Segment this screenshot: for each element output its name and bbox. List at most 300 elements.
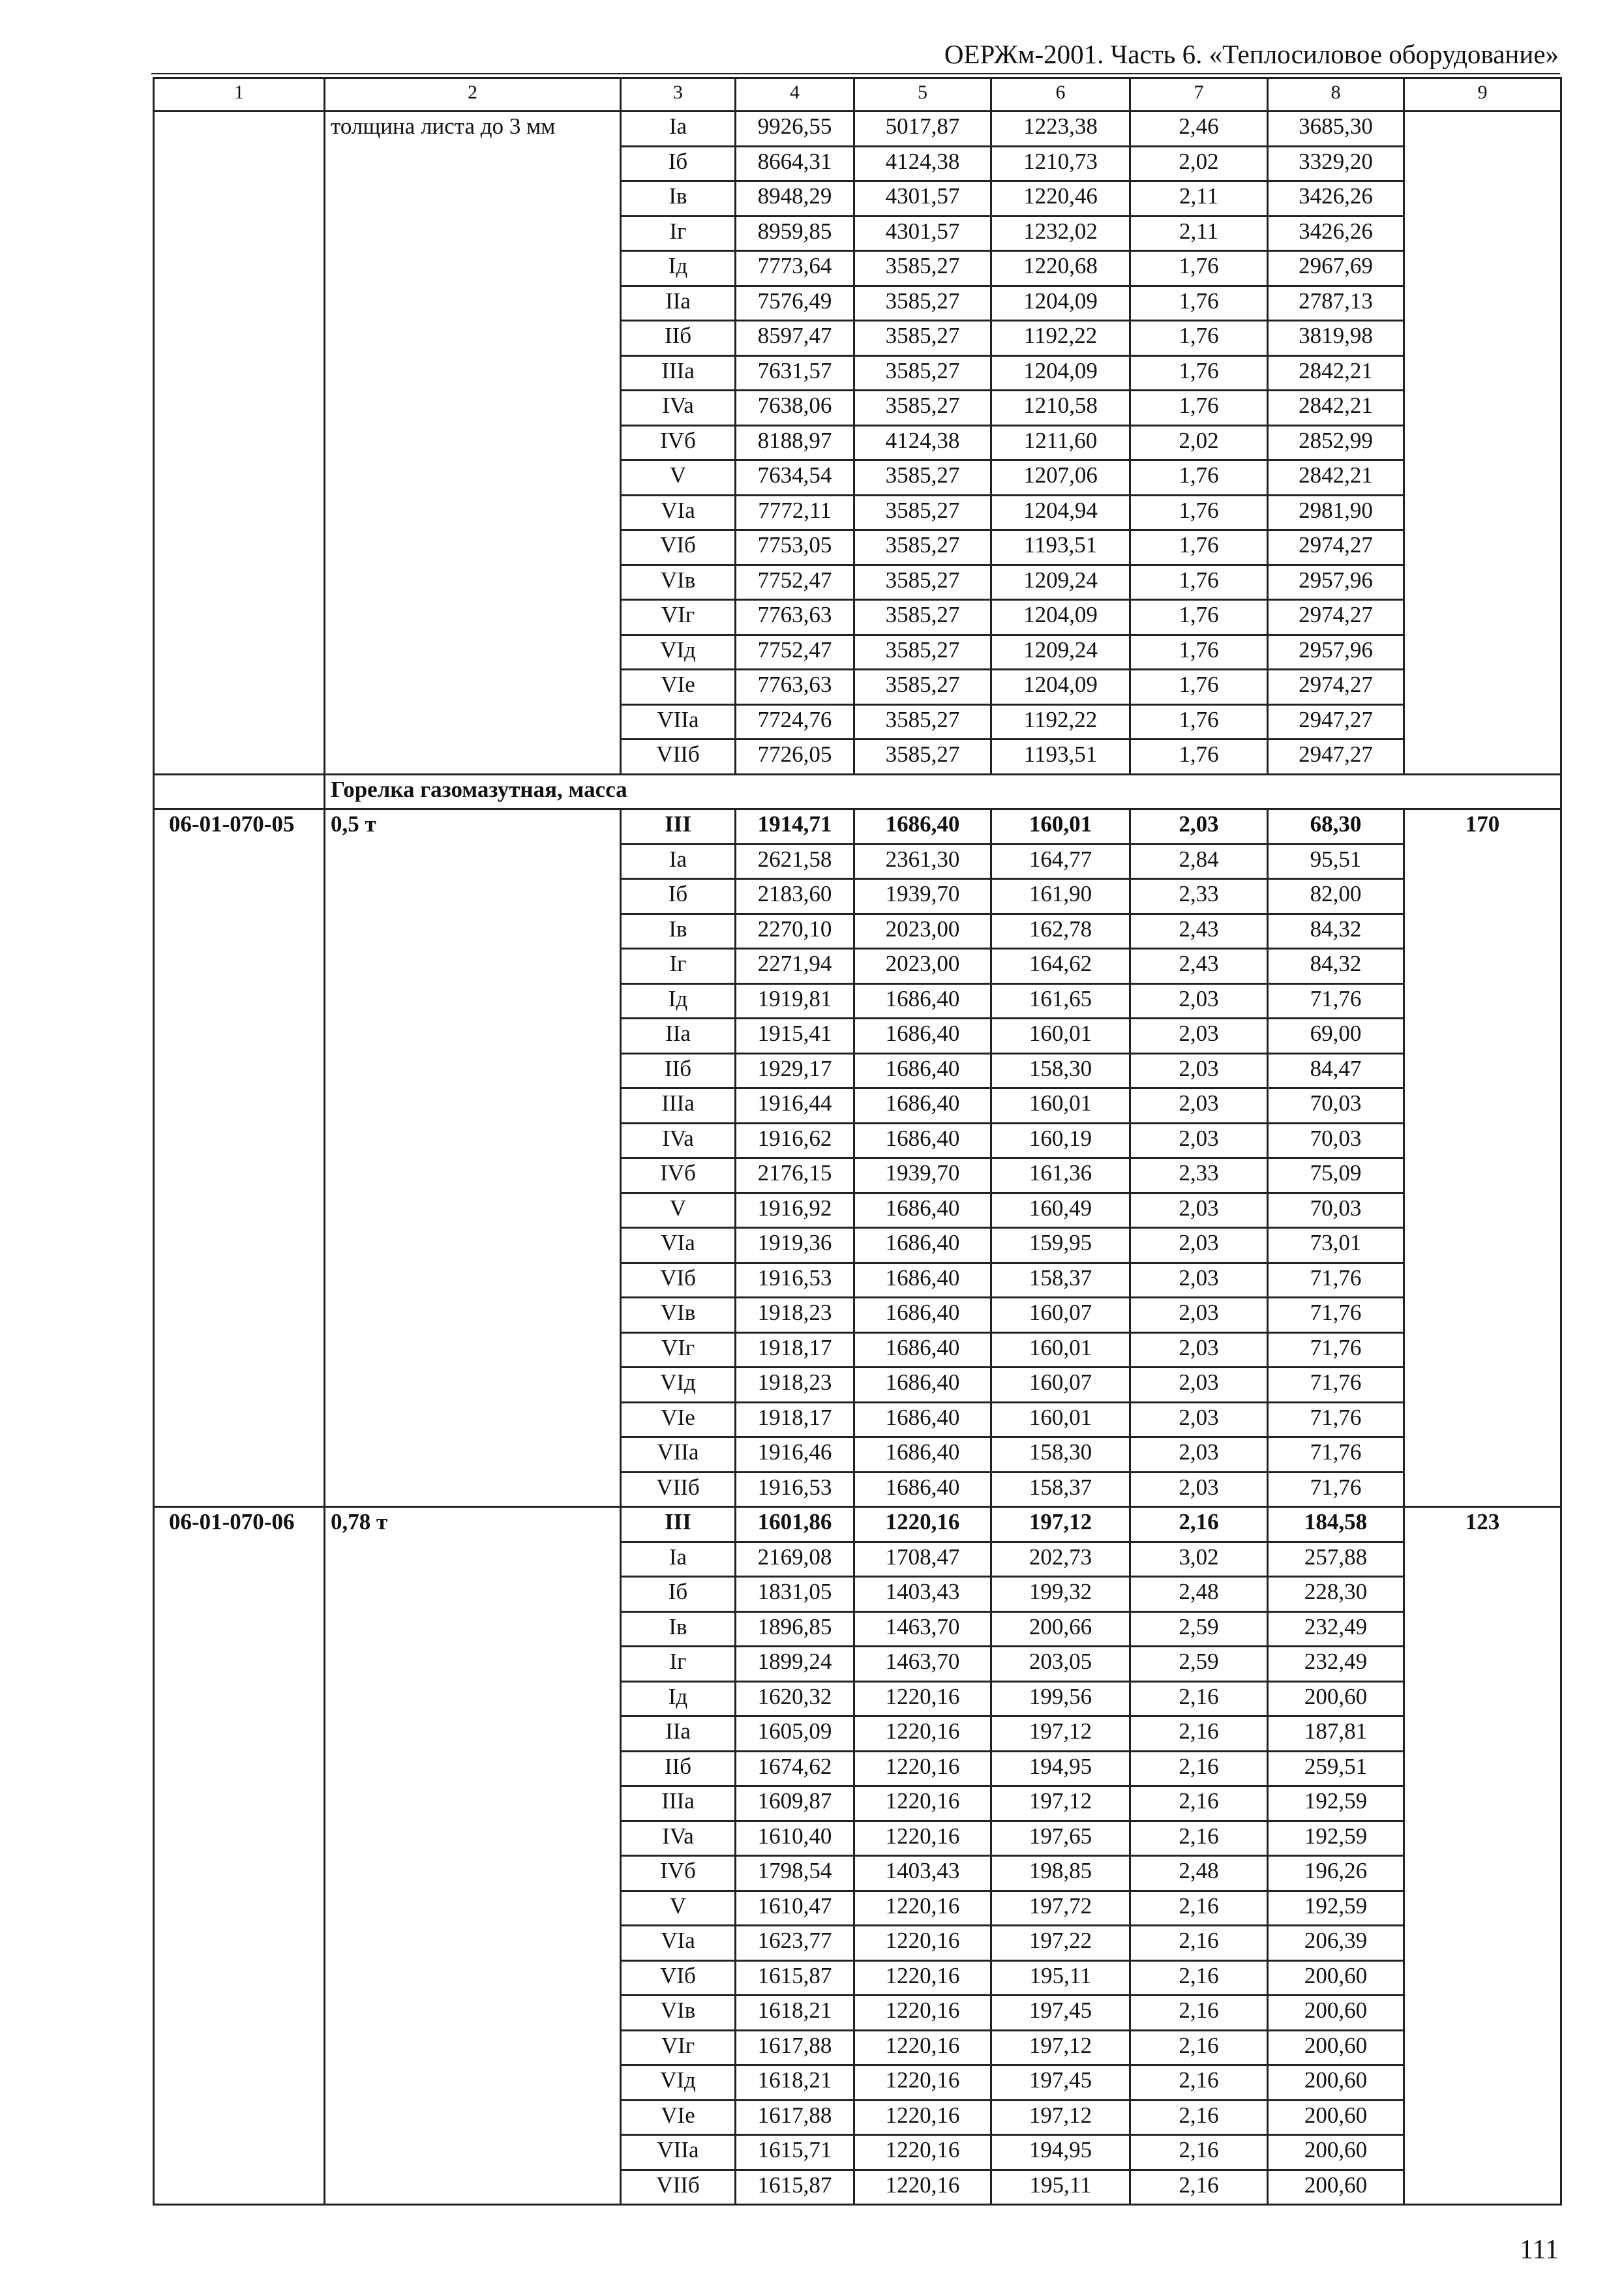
total-cost: 1916,92 — [736, 1193, 854, 1228]
machinist-labor: 2,43 — [1130, 914, 1268, 949]
zone-code: VIa — [621, 495, 736, 530]
labor-cost: 1220,16 — [854, 1507, 991, 1542]
table-row — [154, 112, 1561, 147]
material-cost: 2842,21 — [1268, 355, 1404, 391]
labor-cost: 1686,40 — [854, 1053, 991, 1088]
column-number: 4 — [736, 78, 854, 112]
total-cost: 1615,87 — [736, 2170, 854, 2205]
labor-cost: 3585,27 — [854, 321, 991, 356]
machinist-labor: 2,03 — [1130, 1298, 1268, 1333]
total-cost: 1831,05 — [736, 1577, 854, 1612]
machinist-labor: 1,76 — [1130, 495, 1268, 530]
total-cost: 1618,21 — [736, 2065, 854, 2101]
page-number: 111 — [1520, 2235, 1559, 2265]
machine-cost: 202,73 — [991, 1542, 1130, 1577]
total-cost: 1798,54 — [736, 1856, 854, 1891]
labor-cost: 3585,27 — [854, 704, 991, 740]
machine-cost: 197,65 — [991, 1821, 1130, 1856]
total-cost: 7631,57 — [736, 355, 854, 391]
labor-cost: 1686,40 — [854, 1263, 991, 1298]
machinist-labor: 2,03 — [1130, 1402, 1268, 1437]
machinist-labor: 1,76 — [1130, 321, 1268, 356]
total-cost: 8597,47 — [736, 321, 854, 356]
zone-code: V — [621, 1193, 736, 1228]
labor-cost: 1686,40 — [854, 1123, 991, 1158]
zone-code: VIг — [621, 600, 736, 635]
material-cost: 2787,13 — [1268, 286, 1404, 321]
machinist-labor: 2,03 — [1130, 809, 1268, 845]
rate-code: 06-01-070-05 — [154, 809, 325, 1507]
zone-code: IIб — [621, 1751, 736, 1786]
machinist-labor: 2,16 — [1130, 1960, 1268, 1996]
machine-cost: 194,95 — [991, 2135, 1130, 2170]
labor-cost: 3585,27 — [854, 670, 991, 705]
zone-code: VIIб — [621, 2170, 736, 2205]
zone-code: VIe — [621, 1402, 736, 1437]
machinist-labor: 1,76 — [1130, 530, 1268, 565]
machine-cost: 197,12 — [991, 1786, 1130, 1821]
labor-cost: 4301,57 — [854, 181, 991, 217]
labor-cost: 1686,40 — [854, 983, 991, 1019]
total-cost: 1916,44 — [736, 1088, 854, 1124]
material-cost: 84,32 — [1268, 914, 1404, 949]
labor-cost: 1686,40 — [854, 1019, 991, 1054]
section-title: Горелка газомазутная, масса — [325, 774, 1561, 809]
machinist-labor: 1,76 — [1130, 600, 1268, 635]
machine-cost: 194,95 — [991, 1751, 1130, 1786]
machine-cost: 1204,09 — [991, 600, 1130, 635]
labor-cost: 1686,40 — [854, 1437, 991, 1473]
labor-cost: 1708,47 — [854, 1542, 991, 1577]
machine-cost: 203,05 — [991, 1647, 1130, 1682]
total-cost: 2176,15 — [736, 1158, 854, 1193]
total-cost: 7752,47 — [736, 635, 854, 670]
material-cost: 2852,99 — [1268, 425, 1404, 460]
total-cost: 1899,24 — [736, 1647, 854, 1682]
machinist-labor: 2,46 — [1130, 112, 1268, 147]
labor-cost: 2023,00 — [854, 914, 991, 949]
machinist-labor: 2,16 — [1130, 1786, 1268, 1821]
machine-cost: 160,01 — [991, 809, 1130, 845]
labor-cost: 1220,16 — [854, 1960, 991, 1996]
zone-code: VIIб — [621, 740, 736, 775]
material-cost: 84,47 — [1268, 1053, 1404, 1088]
material-cost: 70,03 — [1268, 1193, 1404, 1228]
total-cost: 8959,85 — [736, 216, 854, 251]
zone-code: IVб — [621, 1856, 736, 1891]
total-cost: 1929,17 — [736, 1053, 854, 1088]
work-description: толщина листа до 3 мм — [325, 112, 621, 775]
machine-cost: 160,01 — [991, 1088, 1130, 1124]
zone-code: IIa — [621, 1716, 736, 1752]
zone-code: VIв — [621, 565, 736, 600]
total-cost: 8664,31 — [736, 146, 854, 181]
machine-cost: 160,19 — [991, 1123, 1130, 1158]
total-cost: 9926,55 — [736, 112, 854, 147]
zone-code: VIIб — [621, 1472, 736, 1507]
machinist-labor: 2,33 — [1130, 1158, 1268, 1193]
machine-cost: 1193,51 — [991, 740, 1130, 775]
machinist-labor: 1,76 — [1130, 704, 1268, 740]
zone-code: IIIa — [621, 1786, 736, 1821]
machine-cost: 199,56 — [991, 1681, 1130, 1716]
zone-code: VIa — [621, 1228, 736, 1263]
price-table — [153, 77, 1562, 2206]
header-rule — [151, 73, 1560, 74]
machine-cost: 160,01 — [991, 1402, 1130, 1437]
machinist-labor: 1,76 — [1130, 740, 1268, 775]
total-cost: 1916,53 — [736, 1263, 854, 1298]
labor-hours: 170 — [1404, 809, 1561, 1507]
machinist-labor: 1,76 — [1130, 251, 1268, 286]
material-cost: 95,51 — [1268, 844, 1404, 879]
total-cost: 2271,94 — [736, 949, 854, 984]
zone-code: IIa — [621, 286, 736, 321]
total-cost: 7634,54 — [736, 460, 854, 496]
material-cost: 71,76 — [1268, 1402, 1404, 1437]
machinist-labor: 2,03 — [1130, 983, 1268, 1019]
material-cost: 200,60 — [1268, 1681, 1404, 1716]
machinist-labor: 2,16 — [1130, 1926, 1268, 1961]
material-cost: 2974,27 — [1268, 670, 1404, 705]
total-cost: 8948,29 — [736, 181, 854, 217]
material-cost: 70,03 — [1268, 1123, 1404, 1158]
labor-cost: 1686,40 — [854, 1402, 991, 1437]
machine-cost: 1232,02 — [991, 216, 1130, 251]
zone-code: Iв — [621, 914, 736, 949]
total-cost: 1916,53 — [736, 1472, 854, 1507]
machine-cost: 1209,24 — [991, 635, 1130, 670]
material-cost: 2981,90 — [1268, 495, 1404, 530]
machine-cost: 1220,46 — [991, 181, 1130, 217]
labor-cost: 1220,16 — [854, 1926, 991, 1961]
material-cost: 228,30 — [1268, 1577, 1404, 1612]
material-cost: 192,59 — [1268, 1821, 1404, 1856]
machine-cost: 160,49 — [991, 1193, 1130, 1228]
total-cost: 1918,17 — [736, 1402, 854, 1437]
labor-cost: 4124,38 — [854, 146, 991, 181]
labor-cost: 1686,40 — [854, 1193, 991, 1228]
machinist-labor: 2,03 — [1130, 1193, 1268, 1228]
labor-cost: 1686,40 — [854, 1332, 991, 1368]
material-cost: 200,60 — [1268, 2065, 1404, 2101]
total-cost: 8188,97 — [736, 425, 854, 460]
labor-cost: 2361,30 — [854, 844, 991, 879]
section-row — [154, 774, 1561, 809]
total-cost: 1918,23 — [736, 1368, 854, 1403]
zone-code: VIIa — [621, 704, 736, 740]
labor-cost: 2023,00 — [854, 949, 991, 984]
total-cost: 1601,86 — [736, 1507, 854, 1542]
machine-cost: 197,22 — [991, 1926, 1130, 1961]
material-cost: 200,60 — [1268, 2030, 1404, 2065]
zone-code: Iд — [621, 1681, 736, 1716]
total-cost: 1610,40 — [736, 1821, 854, 1856]
machine-cost: 1210,58 — [991, 391, 1130, 426]
machine-cost: 158,37 — [991, 1472, 1130, 1507]
zone-code: VIIa — [621, 1437, 736, 1473]
machine-cost: 198,85 — [991, 1856, 1130, 1891]
machinist-labor: 2,03 — [1130, 1053, 1268, 1088]
machinist-labor: 2,16 — [1130, 2065, 1268, 2101]
labor-cost: 1686,40 — [854, 1368, 991, 1403]
machinist-labor: 1,76 — [1130, 391, 1268, 426]
labor-cost: 1220,16 — [854, 1751, 991, 1786]
total-cost: 7576,49 — [736, 286, 854, 321]
machine-cost: 162,78 — [991, 914, 1130, 949]
zone-code: VIд — [621, 635, 736, 670]
material-cost: 257,88 — [1268, 1542, 1404, 1577]
labor-cost: 1220,16 — [854, 2030, 991, 2065]
total-cost: 1609,87 — [736, 1786, 854, 1821]
labor-cost: 1686,40 — [854, 1088, 991, 1124]
zone-code: VIд — [621, 2065, 736, 2101]
zone-code: IVб — [621, 1158, 736, 1193]
material-cost: 69,00 — [1268, 1019, 1404, 1054]
machinist-labor: 2,43 — [1130, 949, 1268, 984]
machinist-labor: 2,16 — [1130, 1891, 1268, 1926]
machine-cost: 1192,22 — [991, 321, 1130, 356]
machine-cost: 160,01 — [991, 1019, 1130, 1054]
machine-cost: 195,11 — [991, 2170, 1130, 2205]
total-cost: 1919,36 — [736, 1228, 854, 1263]
total-cost: 7638,06 — [736, 391, 854, 426]
machine-cost: 161,90 — [991, 879, 1130, 914]
table-row — [154, 1507, 1561, 1542]
labor-cost: 1220,16 — [854, 1891, 991, 1926]
zone-code: VIe — [621, 2100, 736, 2135]
material-cost: 206,39 — [1268, 1926, 1404, 1961]
zone-code: VIб — [621, 1960, 736, 1996]
machine-cost: 159,95 — [991, 1228, 1130, 1263]
material-cost: 71,76 — [1268, 1263, 1404, 1298]
labor-cost: 3585,27 — [854, 286, 991, 321]
section-empty-cell — [154, 774, 325, 809]
labor-cost: 3585,27 — [854, 460, 991, 496]
column-number: 9 — [1404, 78, 1561, 112]
machinist-labor: 1,76 — [1130, 460, 1268, 496]
zone-code: Iд — [621, 251, 736, 286]
machine-cost: 1211,60 — [991, 425, 1130, 460]
labor-cost: 1403,43 — [854, 1577, 991, 1612]
zone-code: Ia — [621, 112, 736, 147]
machine-cost: 160,01 — [991, 1332, 1130, 1368]
rate-code: 06-01-070-06 — [154, 1507, 325, 2205]
machinist-labor: 2,84 — [1130, 844, 1268, 879]
machinist-labor: 1,76 — [1130, 565, 1268, 600]
machine-cost: 161,65 — [991, 983, 1130, 1019]
machinist-labor: 2,16 — [1130, 1751, 1268, 1786]
labor-cost: 3585,27 — [854, 355, 991, 391]
total-cost: 1918,23 — [736, 1298, 854, 1333]
zone-code: VIг — [621, 1332, 736, 1368]
total-cost: 1674,62 — [736, 1751, 854, 1786]
total-cost: 1916,46 — [736, 1437, 854, 1473]
labor-cost: 3585,27 — [854, 495, 991, 530]
machine-cost: 197,12 — [991, 1507, 1130, 1542]
total-cost: 1914,71 — [736, 809, 854, 845]
machine-cost: 1209,24 — [991, 565, 1130, 600]
zone-code: VIб — [621, 1263, 736, 1298]
labor-cost: 1463,70 — [854, 1647, 991, 1682]
machinist-labor: 2,16 — [1130, 2100, 1268, 2135]
total-cost: 7753,05 — [736, 530, 854, 565]
machine-cost: 160,07 — [991, 1368, 1130, 1403]
machine-cost: 197,45 — [991, 2065, 1130, 2101]
total-cost: 7752,47 — [736, 565, 854, 600]
zone-code: VIб — [621, 530, 736, 565]
machine-cost: 160,07 — [991, 1298, 1130, 1333]
machinist-labor: 2,02 — [1130, 146, 1268, 181]
zone-code: VIв — [621, 1996, 736, 2031]
total-cost: 1620,32 — [736, 1681, 854, 1716]
total-cost: 1618,21 — [736, 1996, 854, 2031]
material-cost: 192,59 — [1268, 1786, 1404, 1821]
machinist-labor: 2,33 — [1130, 879, 1268, 914]
zone-code: VIe — [621, 670, 736, 705]
machine-cost: 197,45 — [991, 1996, 1130, 2031]
zone-code: Iб — [621, 879, 736, 914]
zone-code: IIб — [621, 1053, 736, 1088]
column-number: 3 — [621, 78, 736, 112]
zone-code: IIIa — [621, 355, 736, 391]
zone-code: Iг — [621, 1647, 736, 1682]
labor-cost: 1220,16 — [854, 2170, 991, 2205]
machine-cost: 1207,06 — [991, 460, 1130, 496]
machinist-labor: 2,59 — [1130, 1647, 1268, 1682]
zone-code: VIIa — [621, 2135, 736, 2170]
machine-cost: 164,62 — [991, 949, 1130, 984]
material-cost: 184,58 — [1268, 1507, 1404, 1542]
column-number: 5 — [854, 78, 991, 112]
material-cost: 71,76 — [1268, 1472, 1404, 1507]
machinist-labor: 2,16 — [1130, 1716, 1268, 1752]
labor-cost: 1220,16 — [854, 2100, 991, 2135]
total-cost: 1919,81 — [736, 983, 854, 1019]
machinist-labor: 3,02 — [1130, 1542, 1268, 1577]
column-number: 8 — [1268, 78, 1404, 112]
zone-code: Ia — [621, 1542, 736, 1577]
machinist-labor: 2,16 — [1130, 1681, 1268, 1716]
labor-cost: 3585,27 — [854, 391, 991, 426]
labor-cost: 1220,16 — [854, 1681, 991, 1716]
total-cost: 7726,05 — [736, 740, 854, 775]
rate-code — [154, 112, 325, 775]
machinist-labor: 2,48 — [1130, 1856, 1268, 1891]
labor-cost: 1686,40 — [854, 1472, 991, 1507]
machine-cost: 1204,09 — [991, 286, 1130, 321]
machine-cost: 158,30 — [991, 1437, 1130, 1473]
labor-cost: 1463,70 — [854, 1611, 991, 1647]
machine-cost: 197,12 — [991, 2100, 1130, 2135]
machinist-labor: 2,03 — [1130, 1332, 1268, 1368]
machinist-labor: 2,16 — [1130, 1996, 1268, 2031]
material-cost: 3426,26 — [1268, 216, 1404, 251]
total-cost: 1918,17 — [736, 1332, 854, 1368]
total-cost: 1617,88 — [736, 2030, 854, 2065]
material-cost: 71,76 — [1268, 1332, 1404, 1368]
zone-code: Iг — [621, 949, 736, 984]
machinist-labor: 1,76 — [1130, 355, 1268, 391]
material-cost: 2947,27 — [1268, 704, 1404, 740]
machinist-labor: 2,16 — [1130, 1821, 1268, 1856]
labor-cost: 1686,40 — [854, 1228, 991, 1263]
price-table-body — [154, 78, 1561, 2205]
labor-cost: 3585,27 — [854, 565, 991, 600]
labor-cost: 1220,16 — [854, 1996, 991, 2031]
total-cost: 2183,60 — [736, 879, 854, 914]
total-cost: 7763,63 — [736, 670, 854, 705]
total-cost: 1605,09 — [736, 1716, 854, 1752]
labor-cost: 1220,16 — [854, 1716, 991, 1752]
total-cost: 1896,85 — [736, 1611, 854, 1647]
labor-cost: 1686,40 — [854, 1298, 991, 1333]
zone-code: IVa — [621, 391, 736, 426]
zone-code: IIIa — [621, 1088, 736, 1124]
labor-cost: 1686,40 — [854, 809, 991, 845]
machine-cost: 1204,09 — [991, 670, 1130, 705]
material-cost: 2974,27 — [1268, 530, 1404, 565]
zone-code: V — [621, 1891, 736, 1926]
machine-cost: 164,77 — [991, 844, 1130, 879]
material-cost: 200,60 — [1268, 1996, 1404, 2031]
zone-code: IIб — [621, 321, 736, 356]
labor-cost: 3585,27 — [854, 530, 991, 565]
machine-cost: 1223,38 — [991, 112, 1130, 147]
zone-code: Iд — [621, 983, 736, 1019]
zone-code: VIг — [621, 2030, 736, 2065]
material-cost: 3426,26 — [1268, 181, 1404, 217]
labor-cost: 4301,57 — [854, 216, 991, 251]
material-cost: 232,49 — [1268, 1647, 1404, 1682]
machinist-labor: 1,76 — [1130, 635, 1268, 670]
material-cost: 2967,69 — [1268, 251, 1404, 286]
zone-code: Iб — [621, 146, 736, 181]
machinist-labor: 1,76 — [1130, 670, 1268, 705]
labor-cost: 1220,16 — [854, 1821, 991, 1856]
material-cost: 73,01 — [1268, 1228, 1404, 1263]
document-header-title: ОЕРЖм-2001. Часть 6. «Теплосиловое оборудование» — [944, 39, 1559, 69]
machinist-labor: 2,48 — [1130, 1577, 1268, 1612]
machinist-labor: 2,16 — [1130, 1507, 1268, 1542]
labor-cost: 3585,27 — [854, 600, 991, 635]
material-cost: 259,51 — [1268, 1751, 1404, 1786]
labor-hours: 123 — [1404, 1507, 1561, 2205]
total-cost: 1610,47 — [736, 1891, 854, 1926]
zone-code: Ia — [621, 844, 736, 879]
total-cost: 2169,08 — [736, 1542, 854, 1577]
machinist-labor: 2,03 — [1130, 1437, 1268, 1473]
machinist-labor: 2,59 — [1130, 1611, 1268, 1647]
total-cost: 2621,58 — [736, 844, 854, 879]
table-row — [154, 809, 1561, 845]
material-cost: 75,09 — [1268, 1158, 1404, 1193]
machinist-labor: 2,16 — [1130, 2135, 1268, 2170]
total-cost: 1617,88 — [736, 2100, 854, 2135]
total-cost: 7772,11 — [736, 495, 854, 530]
labor-hours — [1404, 112, 1561, 775]
material-cost: 71,76 — [1268, 1437, 1404, 1473]
zone-code: VIд — [621, 1368, 736, 1403]
machinist-labor: 2,16 — [1130, 2170, 1268, 2205]
machine-cost: 1193,51 — [991, 530, 1130, 565]
zone-code: VIa — [621, 1926, 736, 1961]
work-description: 0,5 т — [325, 809, 621, 1507]
machine-cost: 199,32 — [991, 1577, 1130, 1612]
material-cost: 3819,98 — [1268, 321, 1404, 356]
work-description: 0,78 т — [325, 1507, 621, 2205]
machinist-labor: 2,16 — [1130, 2030, 1268, 2065]
